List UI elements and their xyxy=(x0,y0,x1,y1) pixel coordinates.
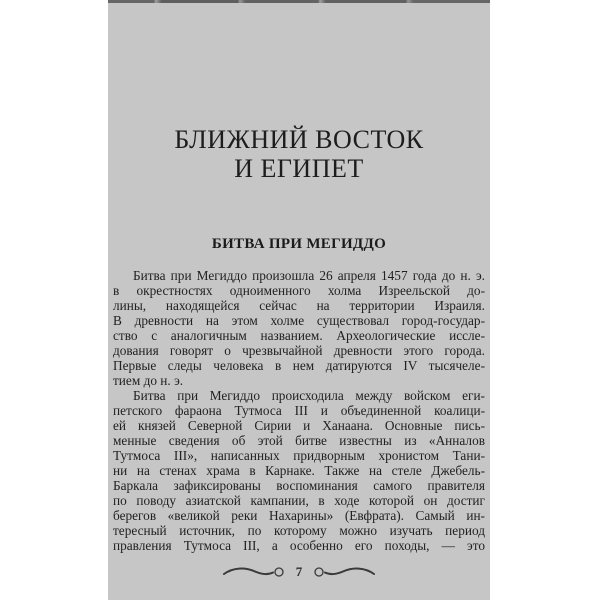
text-line: ство с аналогичным названием. Археологические иссле- xyxy=(113,328,485,343)
page xyxy=(108,0,490,600)
text-line: Первые следы человека в нем датируются IV тысячеле- xyxy=(113,358,485,373)
text-line: в окрестностях одноименного холма Изреельской до- xyxy=(113,283,485,298)
chapter-title-line1: БЛИЖНИЙ ВОСТОК xyxy=(174,125,424,154)
text-line: Тутмоса III», написанных придворным хронистом Тани- xyxy=(113,448,485,463)
page-number: 7 xyxy=(295,564,303,579)
paragraph-1 xyxy=(113,268,485,388)
chapter-title-line2: И ЕГИПЕТ xyxy=(234,154,364,183)
text-line: Битва при Мегиддо произошла 26 апреля 1457 года до н. э. xyxy=(133,268,485,283)
text-line: тием до н. э. xyxy=(113,373,184,388)
chapter-title xyxy=(108,125,490,183)
text-line: правления Тутмоса III, а особенно его походы, — это xyxy=(113,538,485,553)
text-line: ей князей Северной Сирии и Ханаана. Основные пись- xyxy=(113,418,485,433)
text-line: В древности на этом холме существовал город-государ- xyxy=(113,313,485,328)
page-footer xyxy=(108,562,490,582)
flourish-right-icon xyxy=(313,563,375,581)
page-top-edge xyxy=(108,0,490,3)
text-line: петского фараона Тутмоса III и объединенной коалици- xyxy=(113,403,485,418)
text-line: лины, находящейся сейчас на территории Израиля. xyxy=(113,298,485,313)
text-line: Битва при Мегиддо происходила между войском еги- xyxy=(133,388,485,403)
paragraph-2 xyxy=(113,388,485,553)
text-line: Баркала зафиксированы воспоминания самого правителя xyxy=(113,478,485,493)
text-line: дования говорят о чрезвычайной древности этого города. xyxy=(113,343,485,358)
text-line: по поводу азиатской кампании, в ходе которой он достиг xyxy=(113,493,485,508)
text-line: тересный источник, по которому можно изучать период xyxy=(113,523,485,538)
flourish-left-icon xyxy=(223,563,285,581)
text-line: менные сведения об этой битве известны из «Анналов xyxy=(113,433,485,448)
body-text xyxy=(113,268,485,553)
section-heading: БИТВА ПРИ МЕГИДДО xyxy=(211,236,387,252)
text-line: берегов «великой реки Нахарины» (Евфрата). Самый ин- xyxy=(113,508,485,523)
text-line: ни на стенах храма в Карнаке. Также на стеле Джебель- xyxy=(113,463,485,478)
